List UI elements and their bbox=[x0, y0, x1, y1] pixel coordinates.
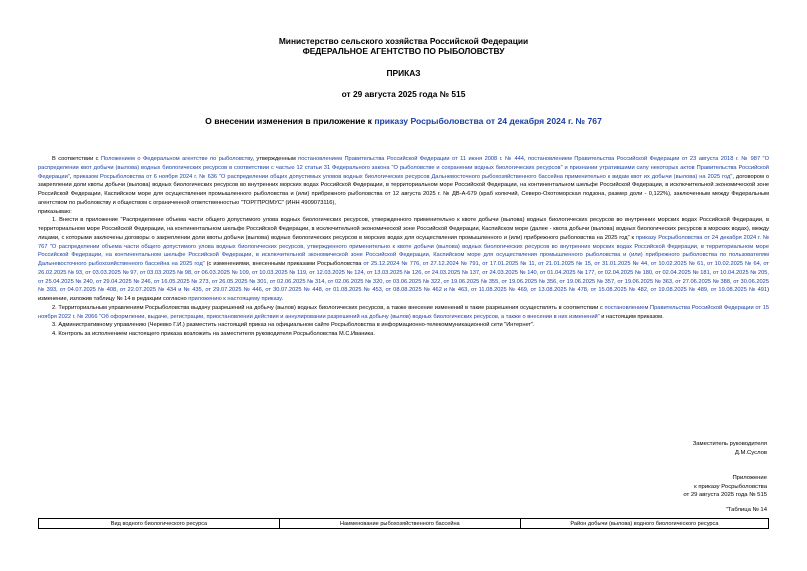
signatory-name: Д.М.Суслов bbox=[734, 449, 767, 456]
title-order-link[interactable]: приказу Росрыболовства от 24 декабря 2024 г. № 767 bbox=[374, 116, 602, 126]
document-type: ПРИКАЗ bbox=[386, 68, 421, 78]
appendix-header bbox=[683, 474, 767, 500]
preamble-text: В соответствии с bbox=[52, 156, 101, 162]
document-title bbox=[0, 116, 807, 126]
order-767-link[interactable]: приказу Росрыболовства от 24 декабря 2024 г. № 767 "О распределении объема части общего допустимого улова водных биологических ресурсов, утвержденного применительно к квоте добычи (вылова) водных биологических ресурсов во внутренних морских водах Российской Федерации, в территориальном море Российской Федерации, на континентальном шельфе Российской Федерации, в исключительной экономической зоне Российской Федерации, Каспийском море для осуществления промышленного рыболовства и (или) прибрежного рыболовства по пользователям Дальневосточного рыбохозяйственного бассейна на 2025 год" bbox=[38, 234, 769, 267]
preamble-text: , утвержденным bbox=[252, 156, 299, 162]
document-date-number: от 29 августа 2025 года № 515 bbox=[341, 89, 466, 99]
title-prefix: О внесении изменения в приложение к bbox=[205, 116, 375, 126]
column-header: Наименование рыбохозяйственного бассейна bbox=[279, 519, 520, 529]
item-2-text: и настоящим приказом. bbox=[599, 313, 664, 320]
item-2-text: 2. Территориальным управлениям Росрыболовства выдачу разрешений на добычу (вылов) водных биологических ресурсов, а также внесение изменений в такие разрешения осуществлять в соответствии с bbox=[52, 304, 605, 311]
order-636-link[interactable]: приказом Росрыболовства от 6 ноября 2024 г. № 636 "О распределении общих допустимых уловов водных биологических ресурсов Дальневосточного рыбохозяйственного бассейна применительно к видам квот их добычи (вылова) на 2025 год" bbox=[73, 173, 733, 180]
item-1-text: . bbox=[281, 296, 284, 302]
table-14 bbox=[38, 518, 769, 529]
item-1-text: ) изменение, изложив таблицу № 14 в редакции согласно bbox=[38, 287, 769, 302]
item-4-paragraph: 4. Контроль за исполнением настоящего приказа возложить на заместителя руководителя Росрыболовства М.С.Иваника. bbox=[52, 331, 375, 337]
preamble-text: , bbox=[69, 173, 74, 180]
appendix-date-number: от 29 августа 2025 года № 515 bbox=[683, 492, 767, 499]
government-decree-987-link[interactable]: постановлением Правительства Российской Федерации от 23 августа 2018 г. № 987 "О распределении квот добычи (вылова) водных биологических ресурсов в соответствии с частью 12 статьи 31 Федерального закона "О рыболовстве и сохранении водных биологических ресурсов" и признании утратившими силу некоторых актов Правительства Российской Федерации" bbox=[38, 156, 769, 180]
signature-block bbox=[693, 440, 767, 457]
appendix-label: Приложение bbox=[732, 475, 767, 481]
column-header: Вид водного биологического ресурса bbox=[39, 519, 280, 529]
government-decree-444-link[interactable]: постановлением Правительства Российской Федерации от 11 июня 2008 г. № 444 bbox=[298, 156, 524, 162]
appendix-link[interactable]: приложению к настоящему приказу bbox=[188, 296, 282, 302]
document-body bbox=[38, 155, 769, 339]
order-phrase: приказываю: bbox=[38, 208, 72, 215]
table-caption: "Таблица № 14 bbox=[725, 507, 767, 513]
preamble-text: , договором о закреплении доли квоты добычи (вылова) водных биологических ресурсов во внутренних морских водах Российской Федерации, в территориальном море Российской Федерации, на континентальном шельфе Российской Федерации, в исключительной экономической зоне Российской Федерации, Каспийском море для осуществления промышленного рыболовства и (или) прибрежного рыболовства от 12 августа 2025 г. № ДВ-А-679 (краб колючий, Северо-Охотоморская подзона, размер доли - 0,122%), заключенным между Федеральным агентством по рыболовству и обществом с ограниченной ответственностью "ТОРГПРОМУС" (ИНН 4909073116), bbox=[38, 173, 769, 206]
government-decree-2066-link[interactable]: постановлением Правительства Российской Федерации от 15 ноября 2022 г. № 2066 "Об оформлении, выдаче, регистрации, приостановлении действия и аннулировании разрешений на добычу (вылов) водных биологических ресурсов, а также о внесении в них изменений" bbox=[38, 304, 769, 320]
item-1-text: (с изменениями, внесенными приказами Росрыболовства bbox=[204, 261, 364, 267]
item-2-paragraph bbox=[38, 304, 769, 322]
amending-orders-link[interactable]: от 25.12.2024 № 776, от 27.12.2024 № 791, от 17.01.2025 № 11, от 21.01.2025 № 15, от 31.01.2025 № 44, от 10.02.2025 № 61, от 10.02.2025 № 64, от 26.02.2025 № 93, от 03.03.2025 № 97, от 03.03.2025 № 98, от 06.03.2025 № 109, от 10.03.2025 № 119, от 12.03.2025 № 124, от 13.03.2025 № 126, от 24.03.2025 № 137, от 24.03.2025 № 140, от 01.04.2025 № 177, от 02.04.2025 № 180, от 02.04.2025 № 181, от 10.04.2025 № 205, от 25.04.2025 № 240, от 29.04.2025 № 246, от 16.05.2025 № 273, от 26.05.2025 № 301, от 02.06.2025 № 314, от 02.06.2025 № 320, от 03.06.2025 № 322, от 19.06.2025 № 355, от 19.06.2025 № 356, от 19.06.2025 № 357, от 19.06.2025 № 363, от 27.06.2025 № 388, от 30.06.2025 № 393, от 04.07.2025 № 408, от 22.07.2025 № 434 и № 435, от 29.07.2025 № 446, от 30.07.2025 № 448, от 01.08.2025 № 453, от 08.08.2025 № 462 и № 463, от 11.08.2025 № 469, от 13.08.2025 № 478, от 15.08.2025 № 482, от 19.08.2025 № 489, от 19.08.2025 № 491 bbox=[38, 261, 769, 294]
item-3-paragraph: 3. Административному управлению (Черевко Г.И.) разместить настоящий приказ на официальном сайте Росрыболовства в информационно-телекоммуникационной сети "Интернет". bbox=[52, 322, 535, 329]
agency-name: ФЕДЕРАЛЬНОЕ АГЕНТСТВО ПО РЫБОЛОВСТВУ bbox=[302, 46, 505, 56]
preamble-paragraph bbox=[38, 155, 769, 208]
item-1-text: 1. Внести в приложение "Распределение объема части общего допустимого улова водных биологических ресурсов, утвержденного применительно к квоте добычи (вылова) водных биологических ресурсов во внутренних морских водах Российской Федерации, в территориальном море Российской Федерации, на континентальном шельфе Российской Федерации, в исключительной экономической зоне Российской Федерации, Каспийском море (далее - квота добычи (вылова) водных биологических ресурсов в морских водах), между лицами, с которыми заключены договоры о закреплении доли квоты добычи (вылова) водных биологических ресурсов в морских водах для осуществления промышленного и (или) прибрежного рыболовства на 2025 год" к bbox=[38, 217, 769, 241]
agency-regulation-link[interactable]: Положением о Федеральном агентстве по рыболовству bbox=[100, 156, 253, 162]
column-header: Район добычи (вылова) водного биологического ресурса bbox=[520, 519, 768, 529]
preamble-text: , bbox=[523, 156, 528, 162]
item-1-paragraph bbox=[38, 216, 769, 304]
table-header-row bbox=[39, 519, 769, 529]
ministry-name: Министерство сельского хозяйства Российской Федерации bbox=[278, 36, 529, 46]
appendix-to-order: к приказу Росрыболовства bbox=[694, 483, 767, 490]
signatory-position: Заместитель руководителя bbox=[692, 441, 767, 447]
